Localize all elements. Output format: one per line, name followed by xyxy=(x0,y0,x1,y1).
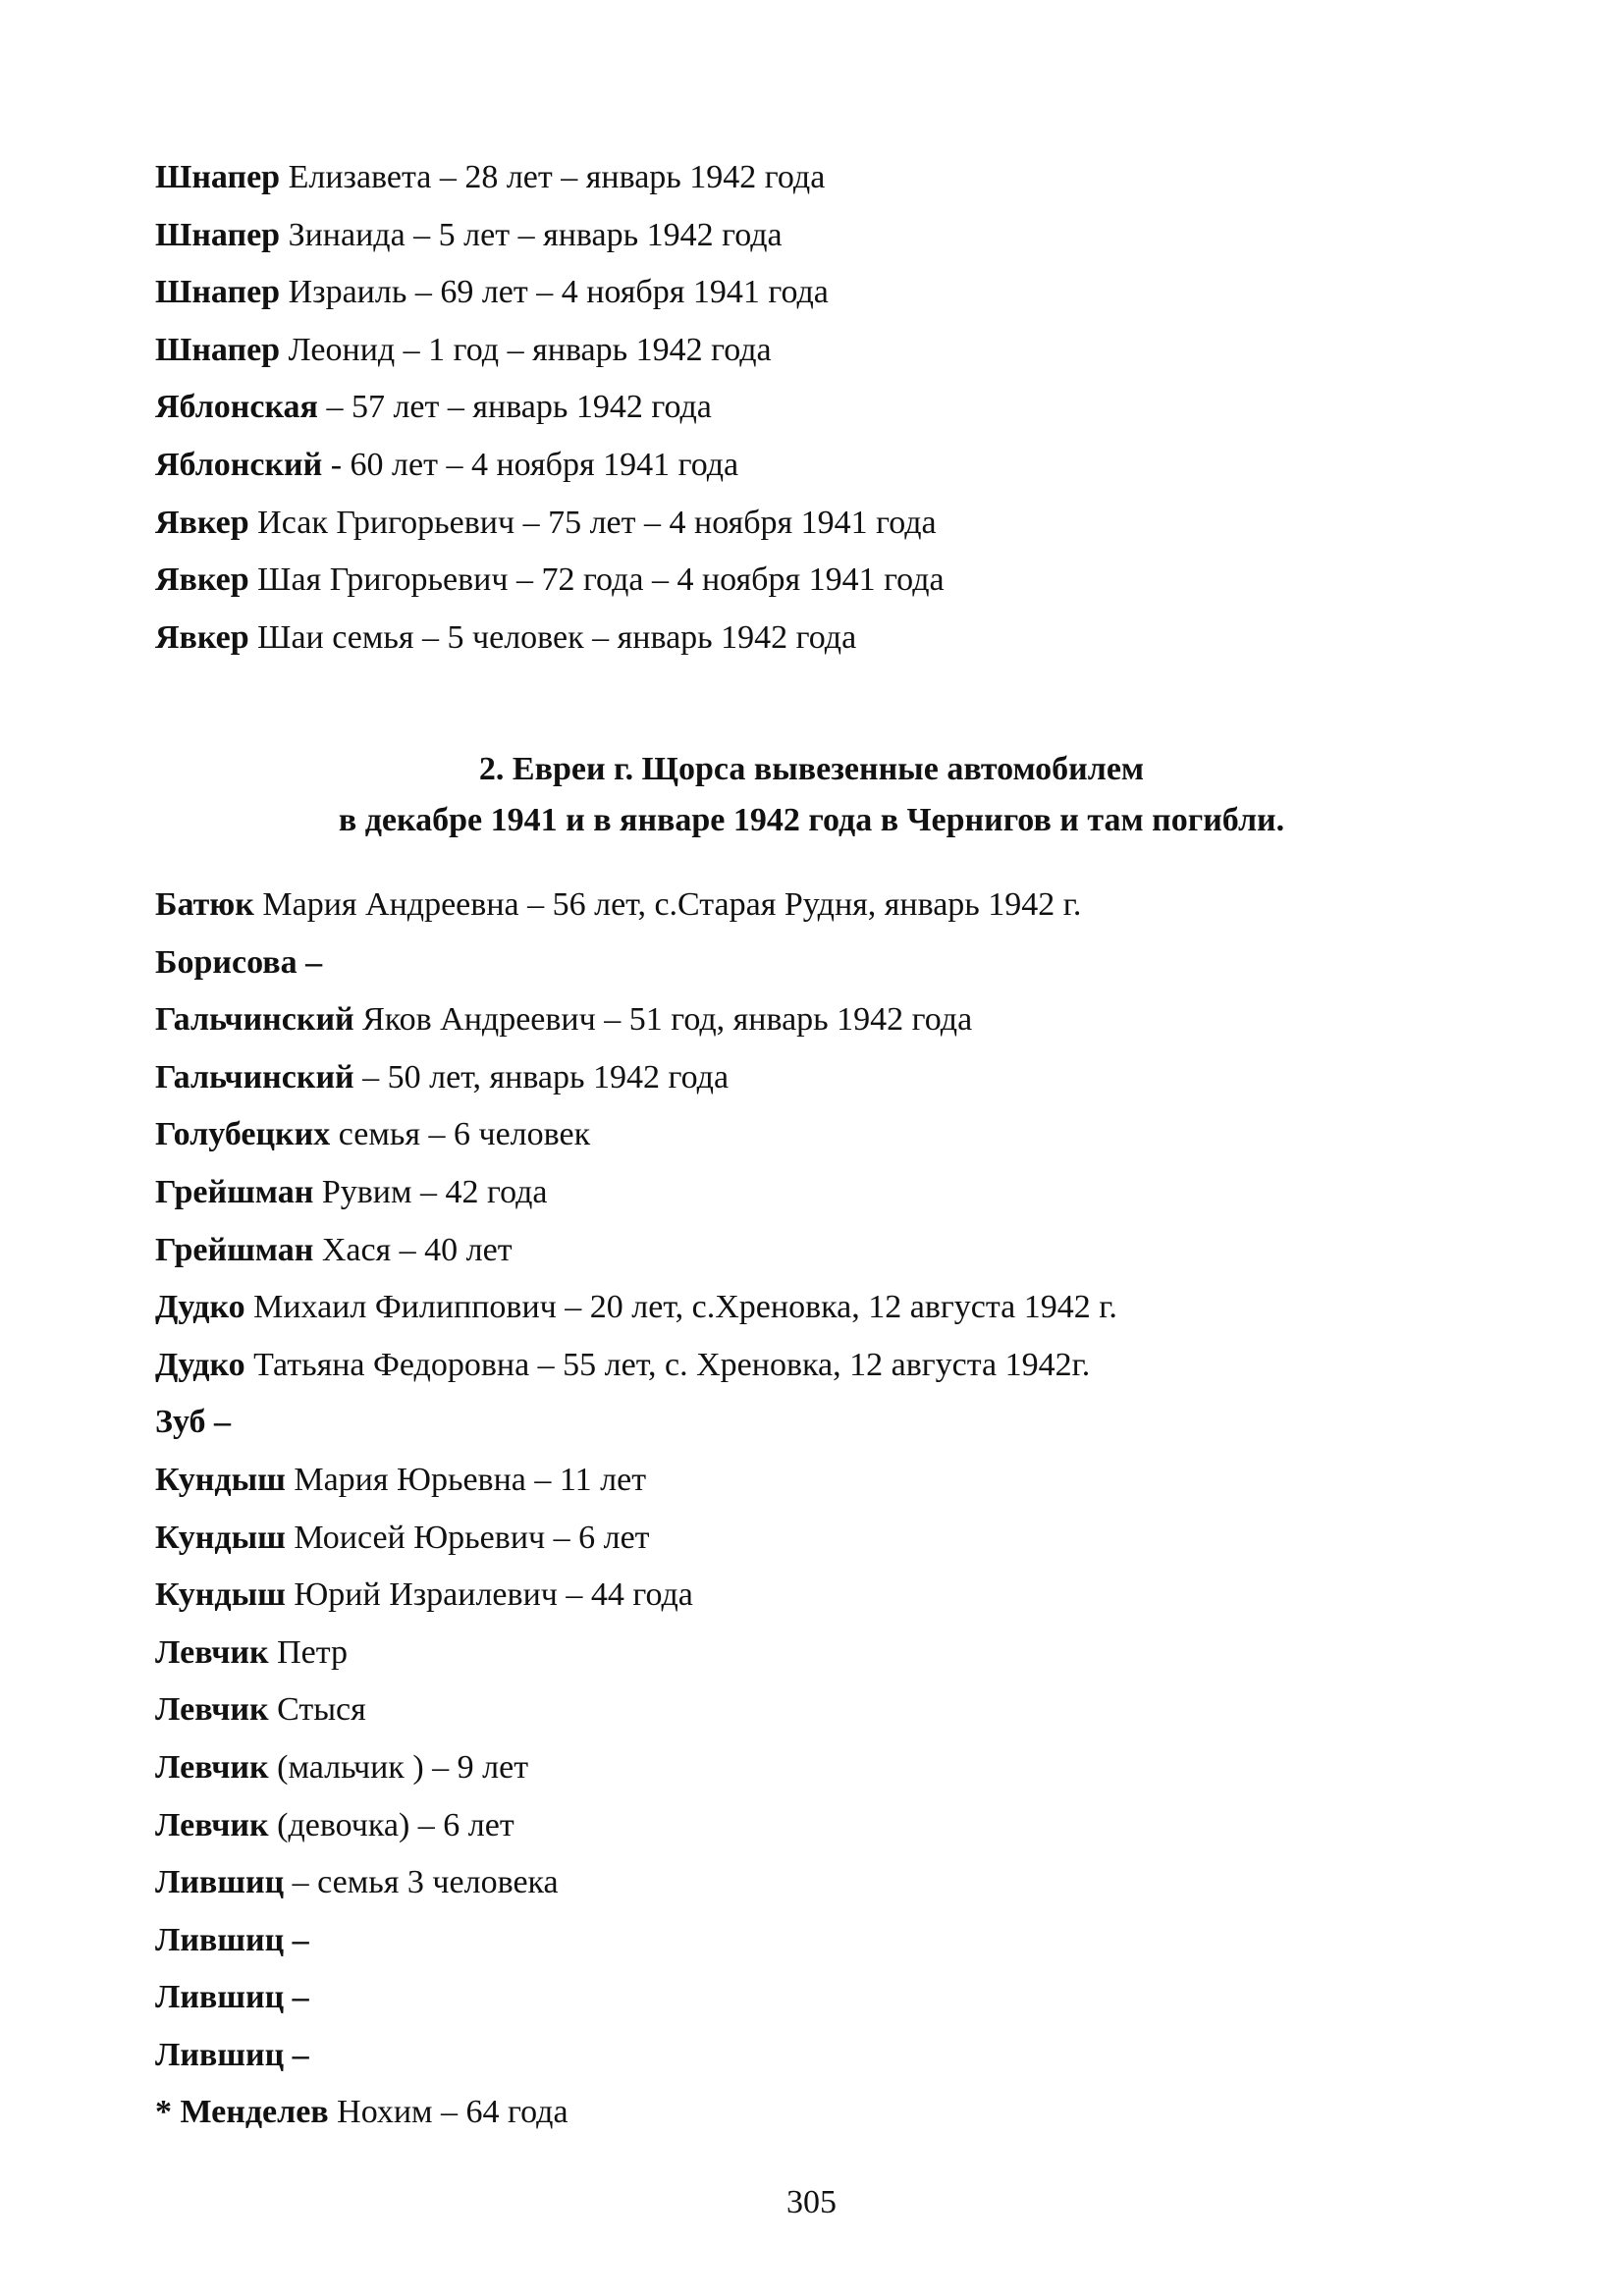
list-item xyxy=(155,552,1471,610)
list-item xyxy=(155,1337,1471,1395)
entry-details: (мальчик ) – 9 лет xyxy=(268,1748,529,1786)
entry-details: Петр xyxy=(268,1633,349,1671)
list-item xyxy=(155,610,1471,667)
list-item xyxy=(155,2084,1471,2142)
entry-surname: Шнапер xyxy=(155,331,281,368)
entry-surname: Яблонская xyxy=(155,389,318,426)
list-item xyxy=(155,1452,1471,1510)
list-item xyxy=(155,934,1471,992)
list-item xyxy=(155,1510,1471,1568)
entry-surname: Гальчинский xyxy=(155,1001,354,1039)
list-item xyxy=(155,1049,1471,1107)
entry-details: Татьяна Федоровна – 55 лет, с. Хреновка, 12 августа 1942г. xyxy=(244,1346,1091,1383)
list-item xyxy=(155,149,1471,207)
list-item xyxy=(155,1682,1471,1739)
entry-surname: Кундыш xyxy=(155,1461,286,1498)
entry-surname: Левчик xyxy=(155,1691,269,1729)
entry-details: семья – 6 человек xyxy=(330,1116,591,1153)
entry-surname: Грейшман xyxy=(155,1231,314,1268)
entry-surname: Голубецких xyxy=(155,1116,331,1153)
list-item xyxy=(155,379,1471,437)
entry-details: Михаил Филиппович – 20 лет, с.Хреновка, 12 августа 1942 г. xyxy=(244,1289,1117,1326)
list-item xyxy=(155,495,1471,553)
entry-details: Исак Григорьевич – 75 лет – 4 ноября 1941 года xyxy=(248,504,937,541)
entry-details: – семья 3 человека xyxy=(284,1864,559,1901)
entry-surname: Левчик xyxy=(155,1748,269,1786)
section-heading-line-2: в декабре 1941 и в январе 1942 года в Чернигов и там погибли. xyxy=(338,802,1285,838)
list-item xyxy=(155,877,1471,934)
entry-details: Мария Андреевна – 56 лет, с.Старая Рудня, январь 1942 г. xyxy=(253,886,1082,923)
list-item xyxy=(155,1106,1471,1164)
entry-surname: Левчик xyxy=(155,1806,269,1843)
entry-details: Нохим – 64 года xyxy=(328,2094,568,2131)
list-item xyxy=(155,1854,1471,1912)
entry-surname: Лившиц xyxy=(155,1864,285,1901)
list-item xyxy=(155,1164,1471,1222)
entry-details: Хася – 40 лет xyxy=(313,1231,513,1268)
section-heading-line-1: 2. Евреи г. Щорса вывезенные автомобилем xyxy=(478,751,1145,787)
entry-details: Моисей Юрьевич – 6 лет xyxy=(285,1519,650,1556)
entry-details: Юрий Израилевич – 44 года xyxy=(285,1576,693,1614)
entry-surname: Зуб – xyxy=(155,1404,231,1441)
entry-surname: * Менделев xyxy=(155,2094,329,2131)
entry-surname: Явкер xyxy=(155,504,249,541)
list-item xyxy=(155,1969,1471,2027)
list-item xyxy=(155,322,1471,380)
entry-details: Рувим – 42 года xyxy=(313,1173,548,1210)
list-item xyxy=(155,1625,1471,1682)
entry-surname: Кундыш xyxy=(155,1519,286,1556)
entry-list-top xyxy=(155,149,1471,667)
entry-surname: Гальчинский xyxy=(155,1058,354,1095)
list-item xyxy=(155,1222,1471,1280)
section-heading xyxy=(0,744,1623,846)
entry-surname: Дудко xyxy=(155,1346,245,1383)
entry-details: Зинаида – 5 лет – январь 1942 года xyxy=(280,216,783,253)
entry-surname: Шнапер xyxy=(155,159,281,195)
entry-surname: Явкер xyxy=(155,561,249,599)
entry-surname: Лившиц – xyxy=(155,2036,309,2073)
entry-details: (девочка) – 6 лет xyxy=(268,1806,514,1843)
entry-surname: Левчик xyxy=(155,1633,269,1671)
list-item xyxy=(155,1797,1471,1855)
list-item xyxy=(155,1912,1471,1970)
entry-details: Яков Андреевич – 51 год, январь 1942 года xyxy=(353,1001,973,1039)
entry-surname: Шнапер xyxy=(155,274,281,311)
entry-details: – 57 лет – январь 1942 года xyxy=(317,389,712,426)
entry-surname: Лившиц – xyxy=(155,1921,309,1958)
entry-surname: Борисова – xyxy=(155,943,323,981)
entry-details: Израиль – 69 лет – 4 ноября 1941 года xyxy=(280,274,829,311)
entry-surname: Шнапер xyxy=(155,216,281,253)
entry-surname: Явкер xyxy=(155,618,249,656)
entry-details: Елизавета – 28 лет – январь 1942 года xyxy=(280,159,826,195)
entry-details: Леонид – 1 год – январь 1942 года xyxy=(280,331,772,368)
entry-surname: Кундыш xyxy=(155,1576,286,1614)
entry-details: Шая Григорьевич – 72 года – 4 ноября 1941 года xyxy=(248,561,945,599)
page-number: 305 xyxy=(786,2184,837,2220)
entry-details: Мария Юрьевна – 11 лет xyxy=(285,1461,647,1498)
list-item xyxy=(155,991,1471,1049)
entry-surname: Батюк xyxy=(155,886,254,923)
list-item xyxy=(155,1739,1471,1797)
list-item xyxy=(155,1567,1471,1625)
list-item xyxy=(155,1394,1471,1452)
entry-details: Шаи семья – 5 человек – январь 1942 года xyxy=(248,618,857,656)
list-item xyxy=(155,207,1471,265)
entry-surname: Дудко xyxy=(155,1289,245,1326)
entry-surname: Лившиц – xyxy=(155,1979,309,2016)
entry-list-bottom xyxy=(155,877,1471,2142)
list-item xyxy=(155,2027,1471,2085)
entry-details: - 60 лет – 4 ноября 1941 года xyxy=(322,446,739,483)
list-item xyxy=(155,437,1471,495)
list-item xyxy=(155,1279,1471,1337)
entry-details: – 50 лет, январь 1942 года xyxy=(353,1058,730,1095)
entry-surname: Грейшман xyxy=(155,1173,314,1210)
list-item xyxy=(155,264,1471,322)
entry-details: Стыся xyxy=(268,1691,366,1729)
entry-surname: Яблонский xyxy=(155,446,323,483)
